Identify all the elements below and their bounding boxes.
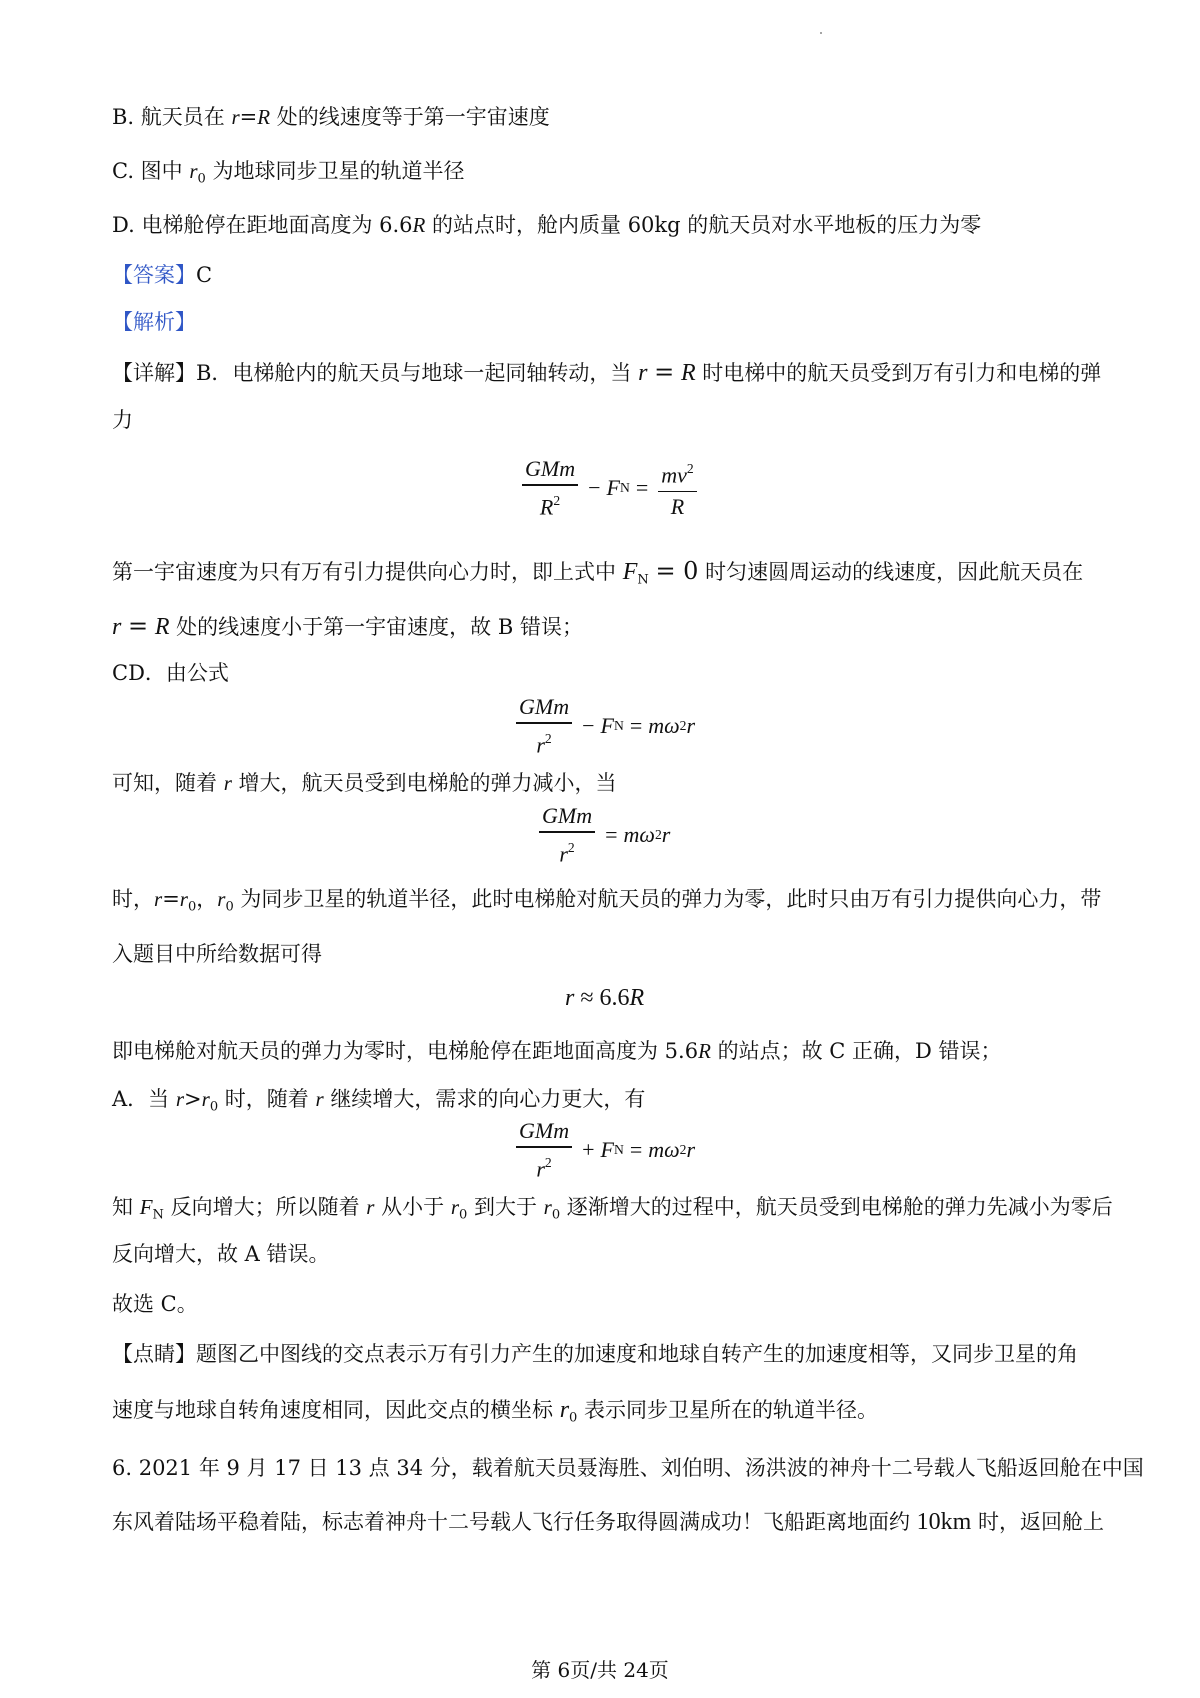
scan-dot [820, 32, 822, 34]
equation-2: $\frac{\text{GMm}}{r^2}$ − F N = mω 2 r [512, 694, 695, 758]
conclusion: 故选 C。 [112, 1292, 198, 1316]
detail-line-8: 入题目中所给数据可得 [112, 942, 322, 966]
detail-line-12: 反向增大，故 A 错误。 [112, 1242, 330, 1266]
comment-text-1: 题图乙中图线的交点表示万有引力产生的加速度和地球自转产生的加速度相等，又同步卫星的角 [196, 1342, 1078, 1366]
option-c: C. 图中 $r_0$ 为地球同步卫星的轨道半径 [112, 159, 465, 187]
comment-line-2: 速度与地球自转角速度相同，因此交点的横坐标 $r_0$ 表示同步卫星所在的轨道半径。 [112, 1397, 878, 1426]
detail-line-4: r = R 处的线速度小于第一宇宙速度，故 B 错误； [112, 612, 583, 640]
detail-line-10: A．当 $r>r_0$ 时，随着 r 继续增大，需求的向心力更大，有 [112, 1087, 646, 1115]
analysis-label: 【解析】 [112, 310, 196, 334]
equation-5: $\frac{\text{GMm}}{r^2}$ + F N = mω 2 r [512, 1118, 695, 1182]
detail-line-7: 时，$r=r_0$，$r_0$ 为同步卫星的轨道半径，此时电梯舱对航天员的弹力为零，此时只由万有引力提供向心力，带 [112, 887, 1102, 915]
detail-line-11: 知 $F_N$ 反向增大；所以随着 r 从小于 $r_0$ 到大于 $r_0$ 逐渐增大的过程中，航天员受到电梯舱的弹力先减小为零后 [112, 1195, 1113, 1223]
answer-value: C [196, 263, 213, 287]
detail-line-1: 【详解】B．电梯舱内的航天员与地球一起同轴转动，当 r = R 时电梯中的航天员受到万有引力和电梯的弹 [112, 358, 1102, 386]
detail-line-2: 力 [112, 408, 133, 432]
detail-line-6: 可知，随着 r 增大，航天员受到电梯舱的弹力减小，当 [112, 771, 617, 795]
detail-line-9: 即电梯舱对航天员的弹力为零时，电梯舱停在距地面高度为 5.6R 的站点；故 C 正确，D 错误； [112, 1039, 1002, 1063]
equation-4: r ≈ 6.6 R [565, 985, 645, 1011]
question6-line-1: 6. 2021 年 9 月 17 日 13 点 34 分，载着航天员聂海胜、刘伯明、汤洪波的神舟十二号载人飞船返回舱在中国 [112, 1456, 1144, 1480]
detail-line-5: CD．由公式 [112, 661, 229, 685]
answer-line [112, 259, 212, 291]
option-d: D. 电梯舱停在距地面高度为 6.6R 的站点时，舱内质量 60kg 的航天员对水平地板的压力为零 [112, 213, 982, 237]
option-b: B. 航天员在 r=R 处的线速度等于第一宇宙速度 [112, 105, 550, 129]
answer-label: 【答案】 [112, 263, 196, 287]
comment-line-1 [112, 1338, 1078, 1370]
detail-line-3: 第一宇宙速度为只有万有引力提供向心力时，即上式中 $F_N = 0$ 时匀速圆周运动的线速度，因此航天员在 [112, 557, 1084, 588]
question6-line-2: 东风着陆场平稳着陆，标志着神舟十二号载人飞行任务取得圆满成功！飞船距离地面约 10km 时，返回舱上 [112, 1509, 1105, 1535]
page-footer: 第 6页/共 24页 [531, 1658, 669, 1682]
comment-label: 【点睛】 [112, 1342, 196, 1366]
equation-3: $\frac{\text{GMm}}{r^2}$ = mω 2 r [535, 803, 670, 867]
equation-1: $\frac{\text{GMm}}{R^2}$ − F N = $\frac{mv^2}{R}$ [518, 456, 701, 520]
